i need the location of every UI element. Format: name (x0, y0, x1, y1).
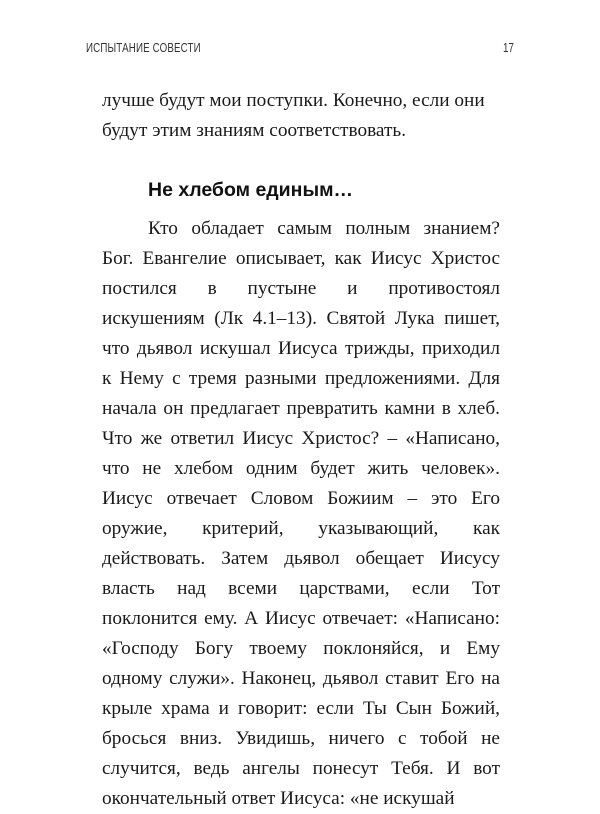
running-title: ИСПЫТАНИЕ СОВЕСТИ (86, 41, 201, 55)
lead-paragraph: лучше будут мои поступки. Конечно, если они будут этим знаниям соответствовать. (102, 90, 485, 141)
section-heading: Не хлебом единым… (148, 179, 354, 201)
page-number: 17 (503, 41, 514, 55)
body-text (102, 86, 500, 814)
main-paragraph: Кто обладает самым полным знанием? Бог. Евангелие описывает, как Иисус Христос постился в пустыне и противостоял искушениям (Лк 4.1–13). Святой Лука пишет, что дьявол искушал Иисуса трижды, приходил к Нему с тремя разными предложениями. Для начала он предлагает превратить камни в хлеб. Что же ответил Иисус Христос? – «Написано, что не хлебом одним будет жить человек». Иисус отвечает Словом Божиим – это Его оружие, критерий, указывающий, как действовать. Затем дьявол обещает Иисусу власть над всеми царствами, если Тот поклонится ему. А Иисус отвечает: «Написано: «Господу Богу твоему поклоняйся, и Ему одному служи». Наконец, дьявол ставит Его на крыле храма и говорит: если Ты Сын Божий, бросься вниз. Увидишь, ничего с тобой не случится, ведь ангелы понесут Тебя. И вот окончательный ответ Иисуса: «не искушай (102, 218, 500, 809)
page-header (86, 41, 514, 61)
